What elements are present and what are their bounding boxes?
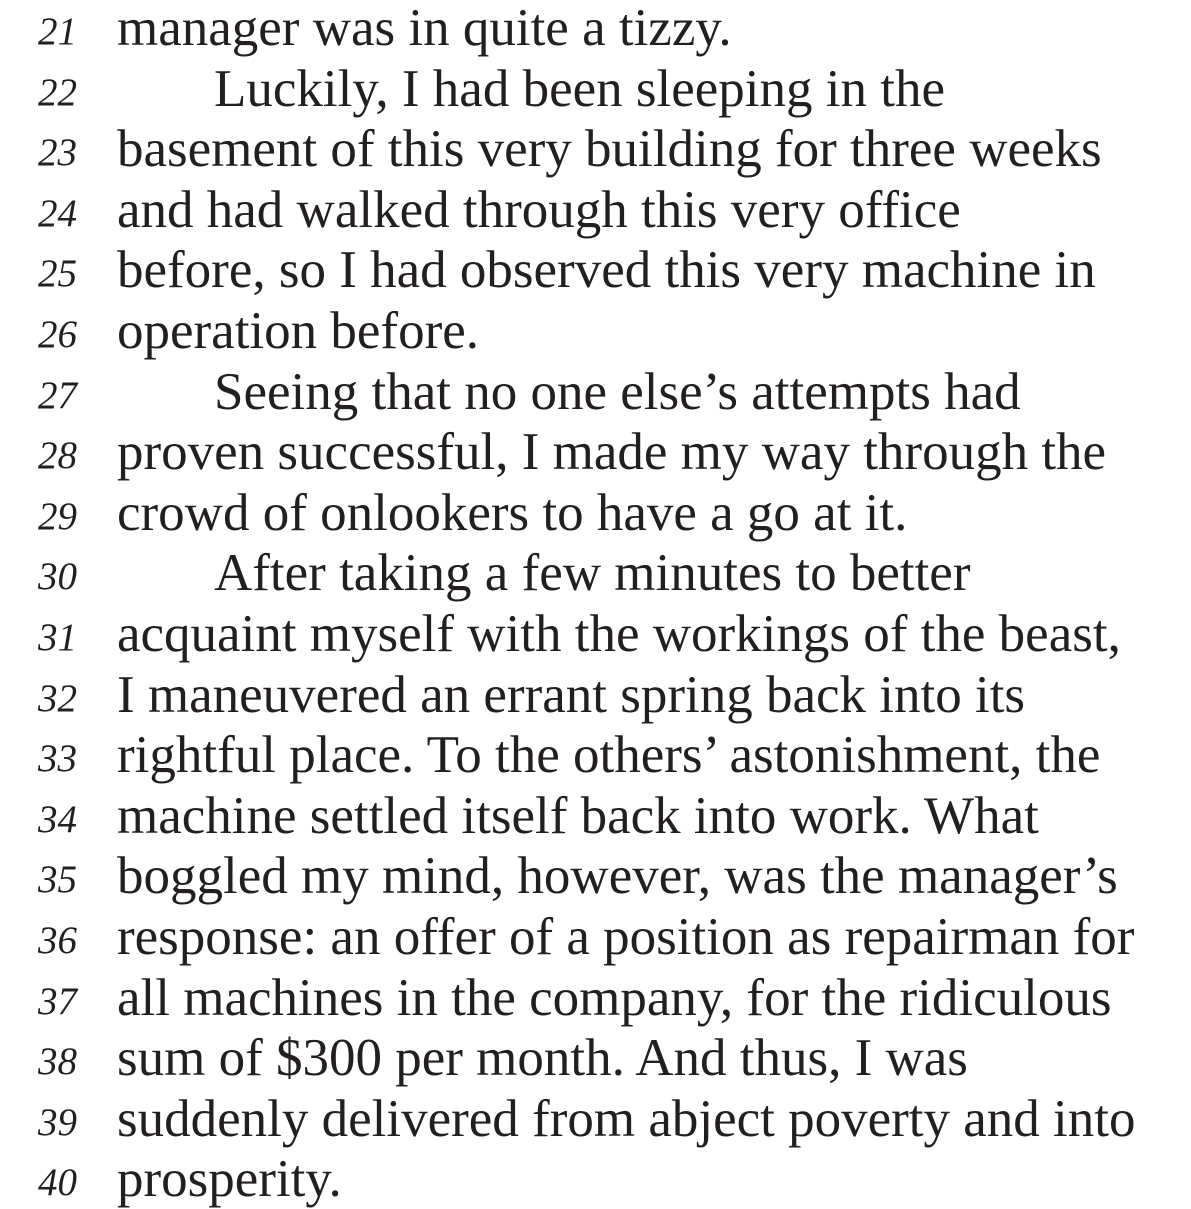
passage-line [0, 1087, 1191, 1148]
line-number: 30 [38, 555, 77, 599]
line-text: After taking a few minutes to better [214, 544, 971, 603]
passage-line [0, 723, 1191, 784]
line-text: Luckily, I had been sleeping in the [214, 59, 945, 118]
line-number: 26 [38, 312, 77, 356]
line-number: 25 [38, 252, 77, 296]
line-number: 33 [38, 737, 77, 781]
passage-line [0, 420, 1191, 481]
passage-line [0, 299, 1191, 360]
passage-line [0, 663, 1191, 724]
line-text: Seeing that no one else’s attempts had [214, 362, 1021, 421]
line-number: 39 [38, 1100, 77, 1144]
line-number: 31 [38, 615, 77, 659]
line-text: acquaint myself with the workings of the beast, [117, 604, 1121, 663]
line-number: 36 [38, 918, 77, 962]
line-number: 24 [38, 191, 77, 235]
line-number: 27 [38, 373, 77, 417]
passage-line [0, 238, 1191, 299]
line-text: response: an offer of a position as repairman for [117, 907, 1135, 966]
line-number: 40 [38, 1161, 77, 1205]
line-text: manager was in quite a tizzy. [117, 0, 732, 57]
line-number: 23 [38, 131, 77, 175]
line-number: 28 [38, 434, 77, 478]
passage-line [0, 602, 1191, 663]
passage-line [0, 905, 1191, 966]
passage-line [0, 117, 1191, 178]
passage-line [0, 784, 1191, 845]
passage-line [0, 1147, 1191, 1208]
passage-line [0, 57, 1191, 118]
line-text: crowd of onlookers to have a go at it. [117, 483, 908, 542]
line-text: rightful place. To the others’ astonishment, the [117, 726, 1101, 785]
passage-line [0, 481, 1191, 542]
passage-line [0, 1026, 1191, 1087]
line-text: all machines in the company, for the ridiculous [117, 968, 1112, 1027]
line-number: 35 [38, 858, 77, 902]
line-number: 38 [38, 1040, 77, 1084]
line-text: and had walked through this very office [117, 180, 961, 239]
line-number: 34 [38, 797, 77, 841]
line-text: operation before. [117, 301, 479, 360]
line-text: suddenly delivered from abject poverty and into [117, 1089, 1136, 1148]
line-number: 29 [38, 494, 77, 538]
passage-line [0, 0, 1191, 57]
line-text: before, so I had observed this very machine in [117, 241, 1096, 300]
passage-line [0, 178, 1191, 239]
line-text: I maneuvered an errant spring back into its [117, 665, 1026, 724]
line-text: basement of this very building for three weeks [117, 120, 1102, 179]
passage-line [0, 966, 1191, 1027]
line-text: prosperity. [117, 1150, 342, 1209]
line-number: 22 [38, 70, 77, 114]
passage-line [0, 360, 1191, 421]
line-number: 37 [38, 979, 77, 1023]
line-text: boggled my mind, however, was the manager’s [117, 847, 1118, 906]
passage-line [0, 844, 1191, 905]
line-text: machine settled itself back into work. What [117, 786, 1039, 845]
passage-line [0, 541, 1191, 602]
line-text: proven successful, I made my way through the [117, 423, 1107, 482]
line-number: 32 [38, 676, 77, 720]
line-text: sum of $300 per month. And thus, I was [117, 1029, 968, 1088]
line-number: 21 [38, 10, 77, 53]
